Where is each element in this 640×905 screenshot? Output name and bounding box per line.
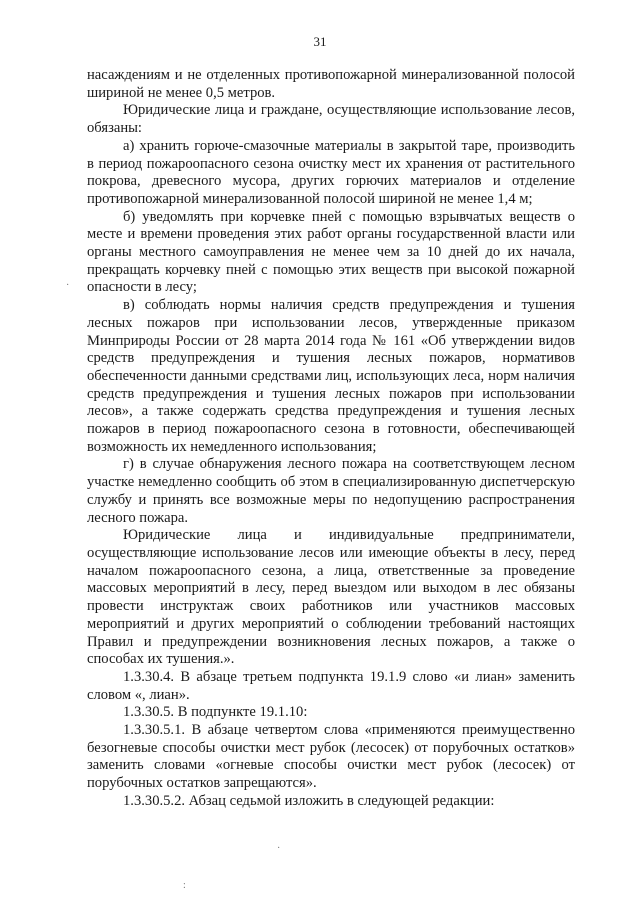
page-number: 31 [313, 34, 327, 49]
scan-mark: : [183, 880, 186, 891]
paragraph-item-b: б) уведомлять при корчевке пней с помощью взрывчатых веществ о месте и времени проведения этих работ органы государственной власти или органы местного самоуправления не менее чем за 10 дней до их начала, прекращать корчевку пней с помощью этих веществ при высокой пожарной опасности в лесу; [87, 208, 575, 296]
paragraph-1-3-30-5-2: 1.3.30.5.2. Абзац седьмой изложить в следующей редакции: [123, 792, 495, 809]
document-body [87, 67, 575, 811]
scan-mark: · [277, 843, 281, 854]
paragraph-continuation: насаждениям и не отделенных противопожарной минерализованной полосой шириной не менее 0,5 метров. [87, 67, 575, 101]
scan-mark: · [66, 280, 70, 291]
paragraph-item-a: а) хранить горюче-смазочные материалы в закрытой таре, производить в период пожароопасного сезона очистку мест их хранения от растительного покрова, древесного мусора, других горючих материалов и отделение противопожарной минерализованной полосой шириной не менее 1,4 м; [87, 137, 575, 207]
paragraph-instruction: Юридические лица и индивидуальные предприниматели, осуществляющие использование лесов или имеющие объекты в лесу, перед началом пожароопасного сезона, а лица, ответственные за проведение массовых мероприятий в лесу, перед выездом или выходом в лес обязаны провести инструктаж своих работников или участников массовых мероприятий и других мероприятий о соблюдении требований настоящих Правил и предупреждении возникновения лесных пожаров, а также о способах их тушения.». [87, 527, 575, 668]
paragraph-item-v: в) соблюдать нормы наличия средств предупреждения и тушения лесных пожаров при использовании лесов, утвержденные приказом Минприроды России от 28 марта 2014 года № 161 «Об утверждении видов средств предупреждения и тушения лесных пожаров, нормативов обеспеченности данными средствами лиц, использующих леса, норм наличия средств предупреждения и тушения лесных пожаров при использовании лесов», а также содержать средства предупреждения и тушения лесных пожаров в период пожароопасного сезона в готовности, обеспечивающей возможность их немедленного использования; [87, 297, 575, 455]
paragraph-item-g: г) в случае обнаружения лесного пожара на соответствующем лесном участке немедленно сообщить об этом в специализированную диспетчерскую службу и принять все возможные меры по недопущению распространения лесного пожара. [87, 456, 575, 526]
paragraph-1-3-30-5: 1.3.30.5. В подпункте 19.1.10: [123, 704, 308, 721]
paragraph-1-3-30-5-1: 1.3.30.5.1. В абзаце четвертом слова «применяются преимущественно безогневые способы очистки мест рубок (лесосек) от порубочных остатков» заменить словами «огневые способы очистки мест рубок (лесосек) от порубочных остатков запрещаются». [87, 722, 575, 792]
paragraph-1-3-30-4: 1.3.30.4. В абзаце третьем подпункта 19.1.9 слово «и лиан» заменить словом «, лиан». [87, 668, 575, 703]
paragraph-obligations-intro: Юридические лица и граждане, осуществляющие использование лесов, обязаны: [87, 102, 575, 137]
